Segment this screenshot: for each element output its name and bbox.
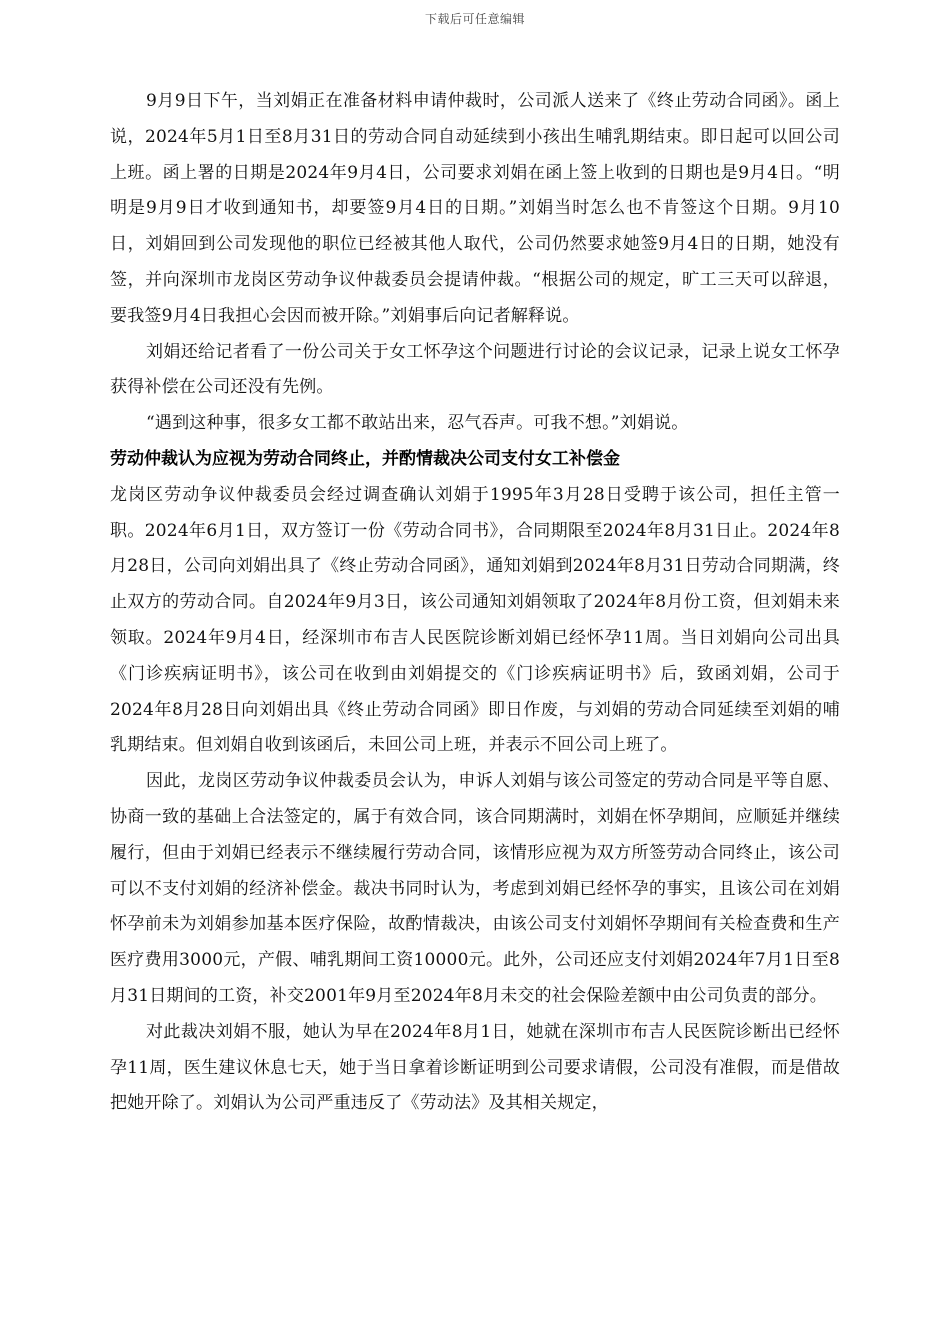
paragraph-arbitration-preparation: 9月9日下午，当刘娟正在准备材料申请仲裁时，公司派人送来了《终止劳动合同函》。函上说，2024年5月1日至8月31日的劳动合同自动延续到小孩出生哺乳期结束。即日起可以回公司上班。函上署的日期是2024年9月4日，公司要求刘娟在函上签上收到的日期也是9月4日。“明明是9月9日才收到通知书，却要签9月4日的日期。”刘娟当时怎么也不肯签这个日期。9月10日，刘娟回到公司发现他的职位已经被其他人取代，公司仍然要求她签9月4日的日期，她没有签，并向深圳市龙岗区劳动争议仲裁委员会提请仲裁。“根据公司的规定，旷工三天可以辞退，要我签9月4日我担心会因而被开除。”刘娟事后向记者解释说。 — [110, 91, 840, 326]
paragraph-ruling: 因此，龙岗区劳动争议仲裁委员会认为，申诉人刘娟与该公司签定的劳动合同是平等自愿、协商一致的基础上合法签定的，属于有效合同，该合同期满时，刘娟在怀孕期间，应顺延并继续履行，但由于刘娟已经表示不继续履行劳动合同，该情形应视为双方所签劳动合同终止，该公司可以不支付刘娟的经济补偿金。裁决书同时认为，考虑到刘娟已经怀孕的事实，且该公司在刘娟怀孕前未为刘娟参加基本医疗保险，故酌情裁决，由该公司支付刘娟怀孕期间有关检查费和生产医疗费用3000元，产假、哺乳期间工资10000元。此外，公司还应支付刘娟2024年7月1日至8月31日期间的工资，补交2001年9月至2024年8月未交的社会保险差额中由公司负责的部分。 — [110, 771, 840, 1006]
section-heading: 劳动仲裁认为应视为劳动合同终止，并酌情裁决公司支付女工补偿金 — [110, 448, 620, 469]
paragraph-quote: “遇到这种事，很多女工都不敢站出来，忍气吞声。可我不想。”刘娟说。 — [146, 413, 689, 434]
paragraph-meeting-record: 刘娟还给记者看了一份公司关于女工怀孕这个问题进行讨论的会议记录，记录上说女工怀孕获得补偿在公司还没有先例。 — [110, 341, 840, 398]
document-body — [110, 84, 840, 1122]
paragraph-objection: 对此裁决刘娟不服，她认为早在2024年8月1日，她就在深圳市布吉人民医院诊断出已经怀孕11周，医生建议休息七天，她于当日拿着诊断证明到公司要求请假，公司没有准假，而是借故把她开除了。刘娟认为公司严重违反了《劳动法》及其相关规定， — [110, 1021, 840, 1114]
page-header: 下载后可任意编辑 — [424, 12, 525, 26]
paragraph-investigation: 龙岗区劳动争议仲裁委员会经过调查确认刘娟于1995年3月28日受聘于该公司，担任主管一职。2024年6月1日，双方签订一份《劳动合同书》，合同期限至2024年8月31日止。2024年8月28日，公司向刘娟出具了《终止劳动合同函》，通知刘娟到2024年8月31日劳动合同期满，终止双方的劳动合同。自2024年9月3日，该公司通知刘娟领取了2024年8月份工资，但刘娟未来领取。2024年9月4日，经深圳市布吉人民医院诊断刘娟已经怀孕11周。当日刘娟向公司出具《门诊疾病证明书》，该公司在收到由刘娟提交的《门诊疾病证明书》后，致函刘娟，公司于2024年8月28日向刘娟出具《终止劳动合同函》即日作废，与刘娟的劳动合同延续至刘娟的哺乳期结束。但刘娟自收到该函后，未回公司上班，并表示不回公司上班了。 — [110, 484, 840, 756]
